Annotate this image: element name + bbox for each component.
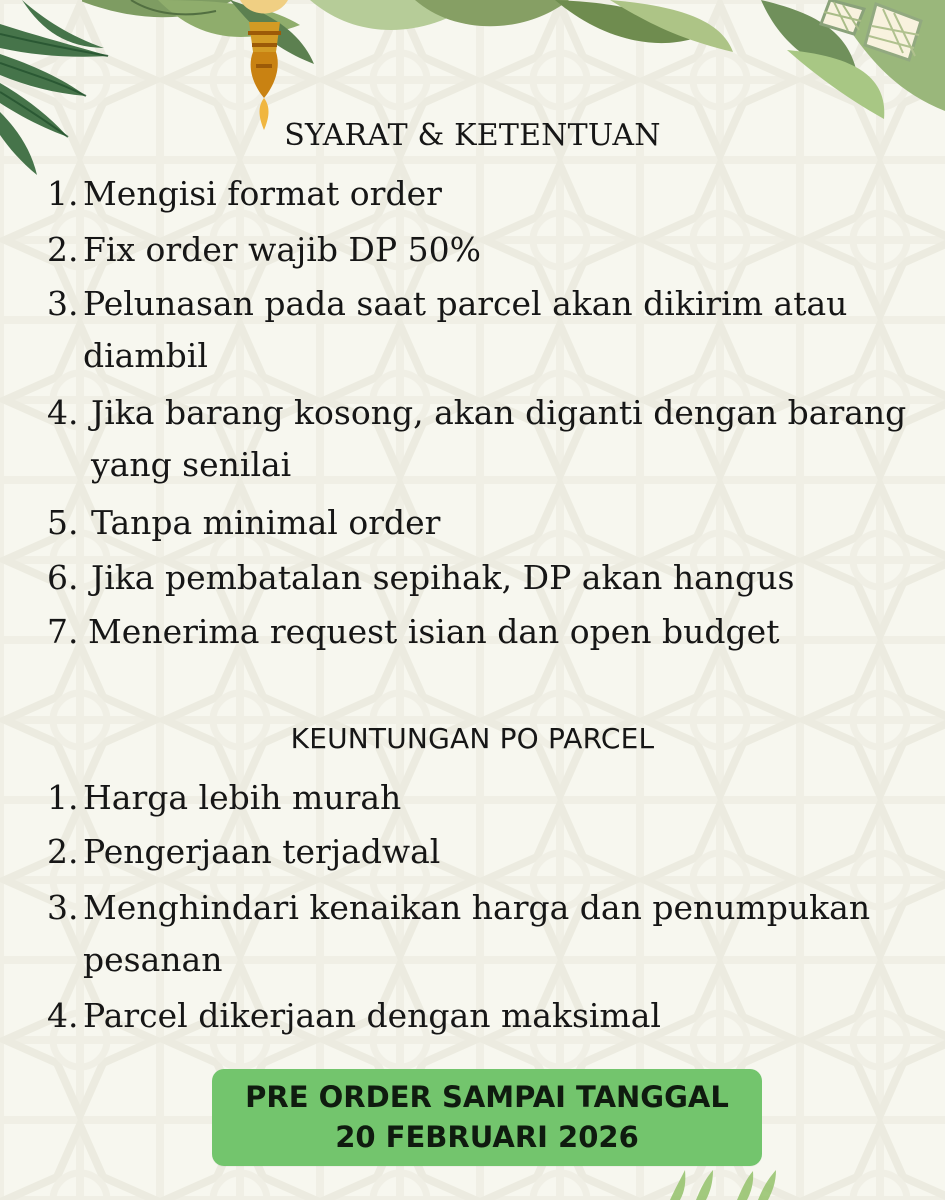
benefits-text-3: Menghindari kenaikan harga dan penumpukan pesanan [83, 888, 871, 979]
benefits-text-2: Pengerjaan terjadwal [83, 832, 441, 871]
terms-number-6: 6. [47, 558, 79, 597]
terms-number-4: 4. [47, 393, 79, 432]
terms-item-3 [47, 278, 917, 382]
benefits-number-2: 2. [47, 832, 79, 871]
terms-text-6: Jika pembatalan sepihak, DP akan hangus [91, 558, 795, 597]
benefits-text-4: Parcel dikerjaan dengan maksimal [83, 996, 661, 1035]
terms-title: SYARAT & KETENTUAN [284, 118, 661, 153]
terms-item-4 [47, 387, 917, 491]
benefits-number-1: 1. [47, 778, 79, 817]
terms-number-7: 7. [47, 612, 79, 651]
terms-text-2: Fix order wajib DP 50% [83, 230, 481, 269]
benefits-number-3: 3. [47, 888, 79, 927]
terms-number-2: 2. [47, 230, 79, 269]
terms-text-4: Jika barang kosong, akan diganti dengan barang yang senilai [91, 393, 907, 484]
terms-text-1: Mengisi format order [83, 174, 442, 213]
preorder-deadline-line-1: PRE ORDER SAMPAI TANGGAL [245, 1080, 729, 1114]
benefits-title: KEUNTUNGAN PO PARCEL [290, 722, 655, 755]
terms-text-7: Menerima request isian dan open budget [88, 612, 780, 651]
terms-number-5: 5. [47, 503, 79, 542]
preorder-deadline-banner [212, 1069, 762, 1166]
benefits-item-3 [47, 882, 917, 986]
terms-text-5: Tanpa minimal order [91, 503, 441, 542]
terms-number-1: 1. [47, 174, 79, 213]
benefits-text-1: Harga lebih murah [83, 778, 402, 817]
terms-number-3: 3. [47, 284, 79, 323]
benefits-number-4: 4. [47, 996, 79, 1035]
preorder-deadline-line-2: 20 FEBRUARI 2026 [335, 1120, 639, 1154]
terms-text-3: Pelunasan pada saat parcel akan dikirim atau diambil [83, 284, 848, 375]
